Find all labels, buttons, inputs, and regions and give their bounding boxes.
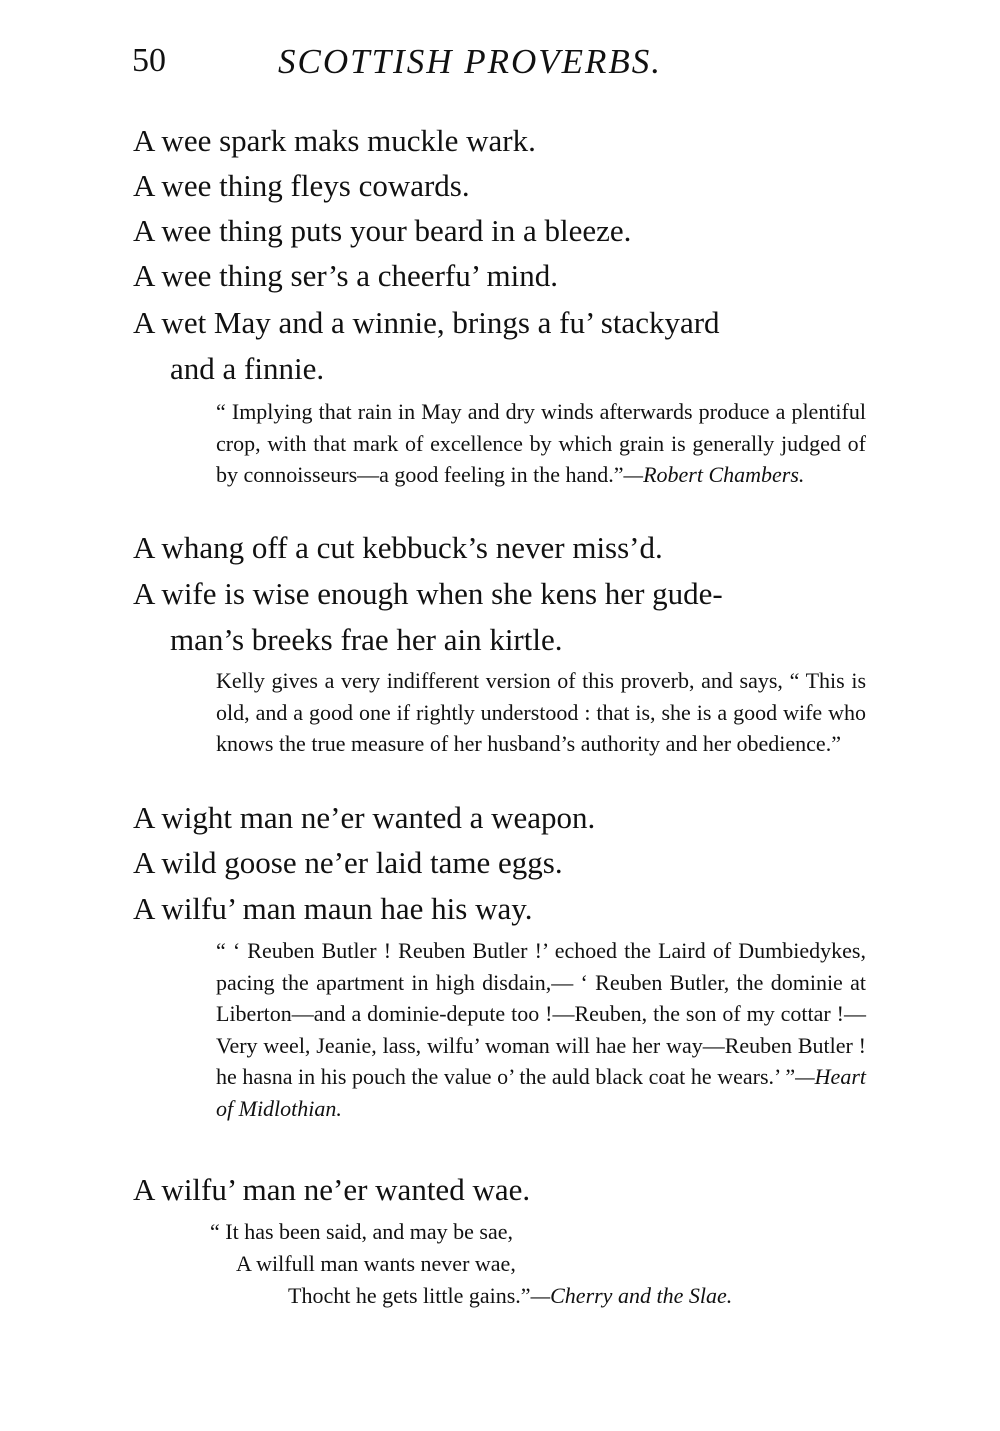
note-citation: —Robert Chambers. xyxy=(623,462,805,487)
proverb: A wee thing ser’s a cheerfu’ mind. xyxy=(133,258,558,293)
commentary-note xyxy=(186,396,866,491)
note-text: “ Implying that rain in May and dry winds afterwards produce a plentiful crop, with that mark of excellence by which grain is generally judged of by connoisseurs—a good feeling in the hand.” xyxy=(216,399,866,487)
verse-text: Thocht he gets little gains.” xyxy=(288,1283,531,1308)
proverb: A wilfu’ man maun hae his way. xyxy=(133,891,533,926)
verse-line xyxy=(288,1280,732,1312)
verse-citation: —Cherry and the Slae. xyxy=(530,1283,733,1308)
proverb-line: A wife is wise enough when she kens her gude- xyxy=(133,576,723,611)
commentary-note xyxy=(186,935,866,1124)
note-text: “ ‘ Reuben Butler ! Reuben Butler !’ echoed the Laird of Dumbiedykes, pacing the apartment in high disdain,— ‘ Reuben Butler, the dominie at Liberton—and a dominie-depute too !—Reuben, the son of my cottar !—Very weel, Jeanie, lass, wilfu’ woman will hae her way—Reuben Butler ! he hasna in his pouch the value o’ the auld black coat he wears.’ ” xyxy=(216,938,866,1089)
proverb xyxy=(133,300,873,392)
note-citation: —Heart of Midlothian. xyxy=(216,1064,866,1121)
proverb-line: A wet May and a winnie, brings a fu’ stackyard xyxy=(133,305,720,340)
page-header xyxy=(0,42,1000,92)
proverb: A wilfu’ man ne’er wanted wae. xyxy=(133,1172,531,1207)
proverb-line-continued: and a finnie. xyxy=(170,351,325,386)
proverb-line-continued: man’s breeks frae her ain kirtle. xyxy=(170,622,563,657)
proverb: A wild goose ne’er laid tame eggs. xyxy=(133,845,563,880)
verse-line: A wilfull man wants never wae, xyxy=(236,1251,516,1276)
verse-line: “ It has been said, and may be sae, xyxy=(210,1219,513,1244)
proverb: A wee thing fleys cowards. xyxy=(133,168,470,203)
running-title: SCOTTISH PROVERBS. xyxy=(278,42,663,81)
note-text: Kelly gives a very indifferent version of this proverb, and says, “ This is old, and a good one if rightly understood : that is, she is a good wife who knows the true measure of her husband’s authority and her obedience.” xyxy=(216,668,866,756)
proverb: A wee spark maks muckle wark. xyxy=(133,123,536,158)
commentary-note xyxy=(186,665,866,760)
proverb: A whang off a cut kebbuck’s never miss’d. xyxy=(133,530,663,565)
page-number: 50 xyxy=(132,42,166,79)
proverb xyxy=(133,571,873,663)
proverb: A wee thing puts your beard in a bleeze. xyxy=(133,213,632,248)
proverb: A wight man ne’er wanted a weapon. xyxy=(133,800,596,835)
